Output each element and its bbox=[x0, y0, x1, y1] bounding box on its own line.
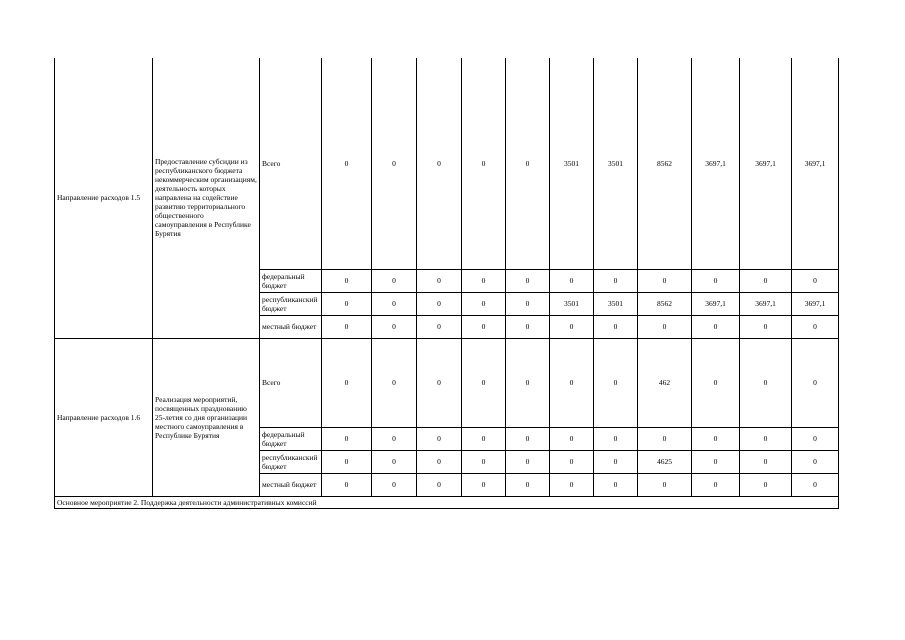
table-row bbox=[55, 496, 839, 508]
value-cell: 0 bbox=[462, 338, 506, 427]
value-cell: 0 bbox=[792, 450, 839, 473]
funding-source-cell: Всего bbox=[260, 58, 322, 269]
value-cell: 0 bbox=[417, 292, 462, 315]
value-cell: 8562 bbox=[638, 292, 692, 315]
value-cell: 0 bbox=[322, 269, 372, 292]
value-cell: 462 bbox=[638, 338, 692, 427]
value-cell: 0 bbox=[550, 338, 594, 427]
value-cell: 0 bbox=[550, 427, 594, 450]
value-cell: 8562 bbox=[638, 58, 692, 269]
value-cell: 0 bbox=[506, 338, 550, 427]
value-cell: 0 bbox=[594, 338, 638, 427]
value-cell: 0 bbox=[594, 269, 638, 292]
value-cell: 0 bbox=[740, 450, 792, 473]
value-cell: 3501 bbox=[550, 292, 594, 315]
value-cell: 0 bbox=[792, 269, 839, 292]
value-cell: 3501 bbox=[594, 58, 638, 269]
value-cell: 0 bbox=[372, 269, 417, 292]
value-cell: 4625 bbox=[638, 450, 692, 473]
value-cell: 0 bbox=[740, 427, 792, 450]
activity-name-cell: Реализация мероприятий, посвященных празднованию 25-летия со дня организации местного самоуправления в Республике Бурятия bbox=[153, 338, 260, 496]
value-cell: 0 bbox=[372, 473, 417, 496]
table-body bbox=[55, 58, 839, 508]
value-cell: 0 bbox=[417, 315, 462, 338]
value-cell: 0 bbox=[322, 450, 372, 473]
value-cell: 0 bbox=[594, 427, 638, 450]
value-cell: 0 bbox=[740, 473, 792, 496]
value-cell: 0 bbox=[550, 450, 594, 473]
main-event-row: Основное мероприятие 2. Поддержка деятельности административных комиссий bbox=[55, 496, 839, 508]
value-cell: 0 bbox=[372, 427, 417, 450]
value-cell: 3501 bbox=[550, 58, 594, 269]
value-cell: 0 bbox=[372, 315, 417, 338]
value-cell: 3697,1 bbox=[740, 58, 792, 269]
value-cell: 0 bbox=[550, 473, 594, 496]
funding-source-cell: Всего bbox=[260, 338, 322, 427]
value-cell: 0 bbox=[550, 315, 594, 338]
value-cell: 0 bbox=[462, 269, 506, 292]
funding-source-cell: республиканский бюджет bbox=[260, 450, 322, 473]
value-cell: 0 bbox=[740, 315, 792, 338]
value-cell: 0 bbox=[417, 450, 462, 473]
value-cell: 0 bbox=[372, 338, 417, 427]
value-cell: 0 bbox=[462, 473, 506, 496]
funding-source-cell: местный бюджет bbox=[260, 315, 322, 338]
value-cell: 0 bbox=[462, 292, 506, 315]
value-cell: 0 bbox=[506, 292, 550, 315]
funding-source-cell: федеральный бюджет bbox=[260, 269, 322, 292]
funding-source-cell: федеральный бюджет bbox=[260, 427, 322, 450]
direction-cell: Направление расходов 1.6 bbox=[55, 338, 153, 496]
direction-cell: Направление расходов 1.5 bbox=[55, 58, 153, 338]
value-cell: 0 bbox=[506, 450, 550, 473]
funding-source-cell: республиканский бюджет bbox=[260, 292, 322, 315]
value-cell: 0 bbox=[417, 473, 462, 496]
value-cell: 0 bbox=[322, 338, 372, 427]
table-row bbox=[55, 338, 839, 427]
value-cell: 0 bbox=[740, 269, 792, 292]
budget-table bbox=[54, 58, 839, 509]
value-cell: 0 bbox=[692, 473, 740, 496]
value-cell: 0 bbox=[638, 269, 692, 292]
value-cell: 0 bbox=[692, 450, 740, 473]
value-cell: 3697,1 bbox=[740, 292, 792, 315]
value-cell: 0 bbox=[417, 269, 462, 292]
value-cell: 0 bbox=[462, 450, 506, 473]
value-cell: 0 bbox=[506, 473, 550, 496]
value-cell: 0 bbox=[594, 315, 638, 338]
value-cell: 0 bbox=[322, 473, 372, 496]
table-row bbox=[55, 58, 839, 269]
value-cell: 0 bbox=[792, 473, 839, 496]
value-cell: 0 bbox=[322, 58, 372, 269]
value-cell: 0 bbox=[462, 58, 506, 269]
value-cell: 0 bbox=[692, 338, 740, 427]
value-cell: 0 bbox=[322, 427, 372, 450]
value-cell: 3697,1 bbox=[692, 292, 740, 315]
value-cell: 0 bbox=[417, 58, 462, 269]
value-cell: 0 bbox=[417, 338, 462, 427]
value-cell: 0 bbox=[506, 58, 550, 269]
value-cell: 3501 bbox=[594, 292, 638, 315]
value-cell: 0 bbox=[506, 315, 550, 338]
value-cell: 0 bbox=[692, 427, 740, 450]
value-cell: 0 bbox=[594, 473, 638, 496]
value-cell: 0 bbox=[692, 315, 740, 338]
value-cell: 0 bbox=[692, 269, 740, 292]
value-cell: 0 bbox=[792, 338, 839, 427]
funding-source-cell: местный бюджет bbox=[260, 473, 322, 496]
value-cell: 0 bbox=[372, 292, 417, 315]
value-cell: 0 bbox=[322, 315, 372, 338]
value-cell: 0 bbox=[506, 269, 550, 292]
value-cell: 0 bbox=[638, 473, 692, 496]
value-cell: 0 bbox=[550, 269, 594, 292]
value-cell: 0 bbox=[506, 427, 550, 450]
value-cell: 0 bbox=[462, 315, 506, 338]
value-cell: 0 bbox=[372, 450, 417, 473]
value-cell: 0 bbox=[594, 450, 638, 473]
value-cell: 0 bbox=[417, 427, 462, 450]
value-cell: 3697,1 bbox=[792, 292, 839, 315]
value-cell: 3697,1 bbox=[792, 58, 839, 269]
activity-name-cell: Предоставление субсидии из республиканского бюджета некоммерческим организациям, деятельность которых направлена на содействие развитию территориального общественного самоуправления в Республике Бурятия bbox=[153, 58, 260, 338]
value-cell: 0 bbox=[462, 427, 506, 450]
value-cell: 0 bbox=[740, 338, 792, 427]
value-cell: 0 bbox=[792, 315, 839, 338]
value-cell: 0 bbox=[372, 58, 417, 269]
value-cell: 0 bbox=[322, 292, 372, 315]
value-cell: 0 bbox=[638, 315, 692, 338]
value-cell: 0 bbox=[638, 427, 692, 450]
value-cell: 3697,1 bbox=[692, 58, 740, 269]
value-cell: 0 bbox=[792, 427, 839, 450]
